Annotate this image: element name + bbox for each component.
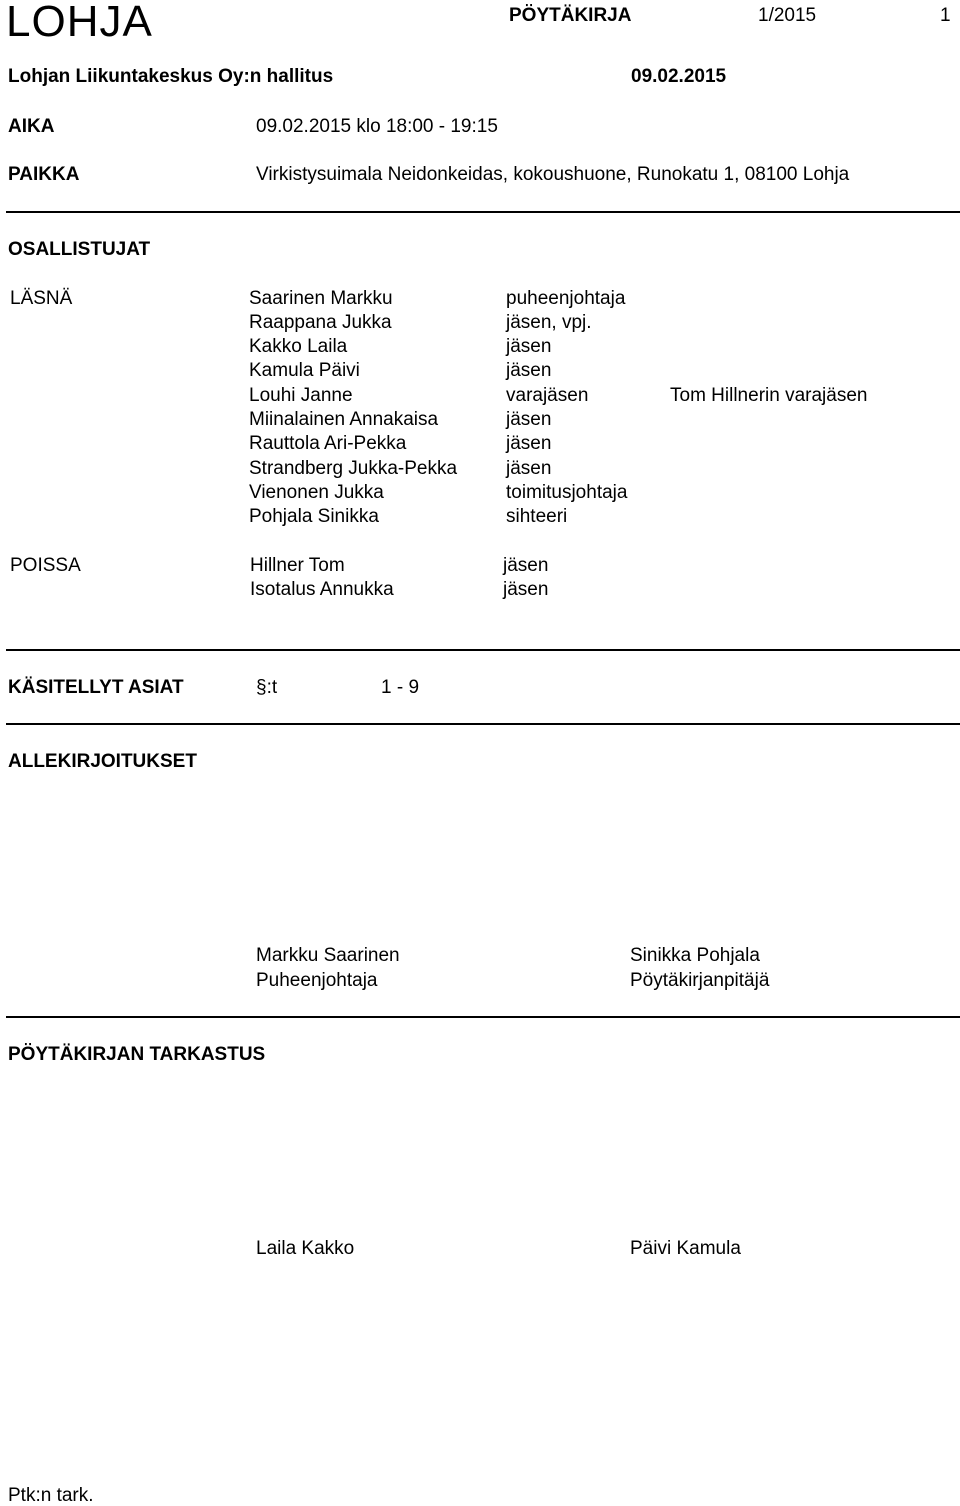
reviewer-left-name: Laila Kakko <box>256 1238 355 1259</box>
items-label: KÄSITELLYT ASIAT <box>8 677 184 698</box>
present-role: jäsen <box>506 360 552 381</box>
present-name: Kakko Laila <box>249 336 348 357</box>
chair-name: Markku Saarinen <box>256 945 400 966</box>
review-title: PÖYTÄKIRJAN TARKASTUS <box>8 1044 266 1065</box>
time-label: AIKA <box>8 116 55 137</box>
chair-role: Puheenjohtaja <box>256 970 378 991</box>
present-role: jäsen <box>506 458 552 479</box>
present-role: jäsen, vpj. <box>506 312 592 333</box>
signatures-title: ALLEKIRJOITUKSET <box>8 751 197 772</box>
section-mark: §:t <box>256 677 278 698</box>
participants-title: OSALLISTUJAT <box>8 239 151 260</box>
absent-role: jäsen <box>503 555 549 576</box>
present-name: Raappana Jukka <box>249 312 392 333</box>
place-value: Virkistysuimala Neidonkeidas, kokoushuone, Runokatu 1, 08100 Lohja <box>256 164 850 185</box>
present-role: sihteeri <box>506 506 568 527</box>
page-number: 1 <box>940 5 951 26</box>
divider <box>6 649 960 651</box>
absent-name: Hillner Tom <box>250 555 345 576</box>
present-name: Miinalainen Annakaisa <box>249 409 439 430</box>
divider <box>6 723 960 725</box>
present-role: puheenjohtaja <box>506 288 626 309</box>
present-role: toimitusjohtaja <box>506 482 628 503</box>
present-role: varajäsen <box>506 385 589 406</box>
present-name: Pohjala Sinikka <box>249 506 379 527</box>
time-value: 09.02.2015 klo 18:00 - 19:15 <box>256 116 498 137</box>
organization-name: Lohjan Liikuntakeskus Oy:n hallitus <box>8 66 334 87</box>
present-role: jäsen <box>506 409 552 430</box>
present-name: Louhi Janne <box>249 385 353 406</box>
present-name: Kamula Päivi <box>249 360 360 381</box>
secretary-name: Sinikka Pohjala <box>630 945 760 966</box>
document-type: PÖYTÄKIRJA <box>509 5 632 26</box>
absent-role: jäsen <box>503 579 549 600</box>
initials-label: Ptk:n tark. <box>8 1485 94 1506</box>
present-name: Saarinen Markku <box>249 288 393 309</box>
divider <box>6 1016 960 1018</box>
meeting-date: 09.02.2015 <box>631 66 727 87</box>
absent-label: POISSA <box>10 555 81 576</box>
present-note: Tom Hillnerin varajäsen <box>670 385 868 406</box>
present-name: Vienonen Jukka <box>249 482 384 503</box>
absent-name: Isotalus Annukka <box>250 579 394 600</box>
logo: LOHJA <box>6 0 153 46</box>
reviewer-right-name: Päivi Kamula <box>630 1238 741 1259</box>
secretary-role: Pöytäkirjanpitäjä <box>630 970 770 991</box>
present-name: Rauttola Ari-Pekka <box>249 433 407 454</box>
place-label: PAIKKA <box>8 164 80 185</box>
present-role: jäsen <box>506 336 552 357</box>
document-number: 1/2015 <box>758 5 817 26</box>
items-range: 1 - 9 <box>381 677 420 698</box>
divider <box>6 211 960 213</box>
present-name: Strandberg Jukka-Pekka <box>249 458 458 479</box>
present-label: LÄSNÄ <box>10 288 73 309</box>
present-role: jäsen <box>506 433 552 454</box>
